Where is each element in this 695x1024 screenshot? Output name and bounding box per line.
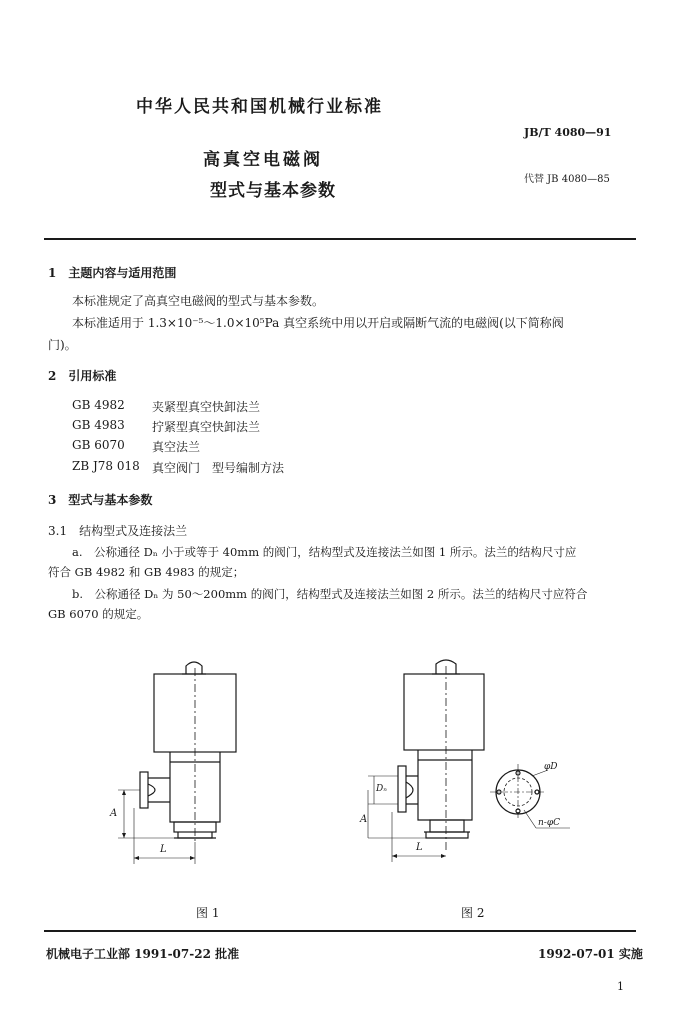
header-rule <box>44 238 636 240</box>
figure-2-caption: 图 2 <box>461 906 485 920</box>
figure-2-dim-l-label: L <box>416 842 423 853</box>
document-title-line2: 型式与基本参数 <box>210 181 336 201</box>
reference-code: GB 6070 <box>72 438 125 452</box>
figure-1-dim-a-label: A <box>110 808 118 819</box>
reference-code: GB 4983 <box>72 418 125 432</box>
reference-code: ZB J78 018 <box>72 459 140 473</box>
item-a-line2: 符合 GB 4982 和 GB 4983 的规定； <box>48 565 245 579</box>
figure-2-dim-holes-label: n-φC <box>538 818 561 828</box>
footer-rule <box>44 930 636 932</box>
figure-2-dim-a-label: A <box>360 814 368 825</box>
document-title-line1: 高真空电磁阀 <box>203 150 323 170</box>
figure-2-drawing <box>360 652 585 874</box>
section-3-1-heading: 3.1 结构型式及连接法兰 <box>48 524 188 538</box>
section-1-para1: 本标准规定了高真空电磁阀的型式与基本参数。 <box>72 294 325 308</box>
standard-number: JB/T 4080—91 <box>524 126 612 139</box>
item-b-line1: b. 公称通径 Dₙ 为 50～200mm 的阀门，结构型式及连接法兰如图 2 所示。法兰的结构尺寸应符合 <box>72 587 588 601</box>
reference-name: 真空法兰 <box>152 440 201 454</box>
section-1-para2-line2: 门)。 <box>48 338 77 352</box>
section-1-heading: 1 主题内容与适用范围 <box>48 266 177 280</box>
figure-2-dim-phi-d-label: φD <box>544 762 558 772</box>
section-2-heading: 2 引用标准 <box>48 369 117 383</box>
figure-1-dim-l-label: L <box>160 844 167 855</box>
issuing-organization: 中华人民共和国机械行业标准 <box>136 97 383 117</box>
item-a-line1: a. 公称通径 Dₙ 小于或等于 40mm 的阀门，结构型式及连接法兰如图 1 所示。法兰的结构尺寸应 <box>72 545 577 559</box>
reference-name: 夹紧型真空快卸法兰 <box>152 400 261 414</box>
page-number: 1 <box>617 980 624 993</box>
figure-2-dim-dn-label: Dₙ <box>376 784 387 794</box>
figure-1-drawing <box>104 652 254 874</box>
item-b-line2: GB 6070 的规定。 <box>48 607 149 621</box>
effective-date: 1992-07-01 实施 <box>538 947 643 961</box>
figure-1-caption: 图 1 <box>196 906 220 920</box>
approval-date: 机械电子工业部 1991-07-22 批准 <box>46 947 240 961</box>
section-3-heading: 3 型式与基本参数 <box>48 493 153 507</box>
section-1-para2-line1: 本标准适用于 1.3×10⁻⁵～1.0×10⁵Pa 真空系统中用以开启或隔断气流的电磁阀(以下简称阀 <box>72 316 564 330</box>
replaces-standard: 代替 JB 4080—85 <box>524 174 610 185</box>
reference-code: GB 4982 <box>72 398 125 412</box>
reference-name: 拧紧型真空快卸法兰 <box>152 420 261 434</box>
reference-name: 真空阀门 型号编制方法 <box>152 461 285 475</box>
